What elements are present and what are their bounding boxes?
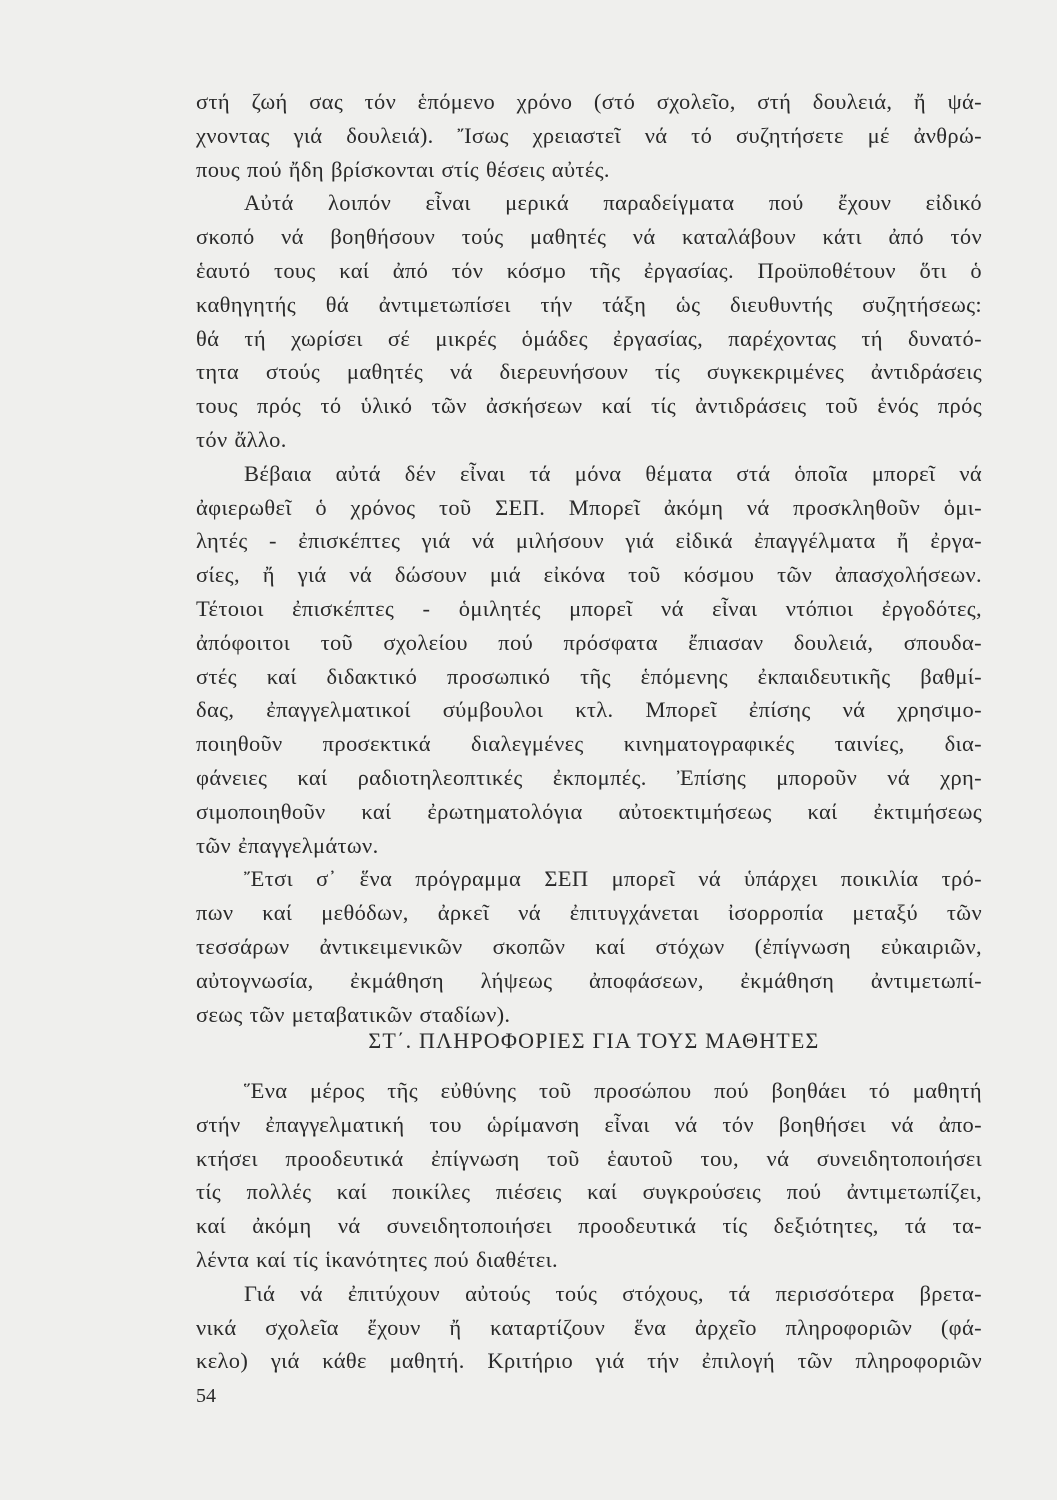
text-line: Γιά νά ἐπιτύχουν αὐτούς τούς στόχους, τά περισσότερα βρετα- — [244, 1280, 982, 1306]
text-line: στή ζωή σας τόν ἑπόμενο χρόνο (στό σχολεῖο, στή δουλειά, ἤ ψά- — [196, 89, 982, 114]
text-line: Τέτοιοι ἐπισκέπτες - ὁμιλητές μπορεῖ νά εἶναι ντόπιοι ἐργοδότες, — [196, 595, 982, 621]
text-line: φάνειες καί ραδιοτηλεοπτικές ἐκπομπές. Ἐπίσης μποροῦν νά χρη- — [196, 764, 982, 790]
text-line: αὐτογνωσία, ἐκμάθηση λήψεως ἀποφάσεων, ἐκμάθηση ἀντιμετωπί- — [196, 967, 982, 993]
text-line: καθηγητής θά ἀντιμετωπίσει τήν τάξη ὡς διευθυντής συζητήσεως: — [196, 291, 982, 317]
text-line: κελο) γιά κάθε μαθητή. Κριτήριο γιά τήν ἐπιλογή τῶν πληροφοριῶν — [196, 1348, 982, 1374]
text-line: σιμοποιηθοῦν καί ἐρωτηματολόγια αὐτοεκτιμήσεως καί ἐκτιμήσεως — [196, 798, 982, 824]
text-line: σεως τῶν μεταβατικῶν σταδίων). — [196, 1001, 511, 1027]
text-line: στήν ἐπαγγελματική του ὡρίμανση εἶναι νά τόν βοηθήσει νά ἀπο- — [196, 1111, 982, 1137]
text-line: τῶν ἐπαγγελμάτων. — [196, 832, 379, 858]
text-line: τίς πολλές καί ποικίλες πιέσεις καί συγκρούσεις πού ἀντιμετωπίζει, — [196, 1179, 982, 1205]
text-line: ἑαυτό τους καί ἀπό τόν κόσμο τῆς ἐργασίας. Προϋποθέτουν ὅτι ὁ — [196, 257, 982, 283]
text-line: σίες, ἤ γιά νά δώσουν μιά εἰκόνα τοῦ κόσμου τῶν ἀπασχολήσεων. — [196, 562, 982, 588]
text-line: λέντα καί τίς ἱκανότητες πού διαθέτει. — [196, 1246, 558, 1272]
body-text-top — [196, 85, 982, 1031]
text-line: Βέβαια αὐτά δέν εἶναι τά μόνα θέματα στά ὁποῖα μπορεῖ νά — [244, 460, 982, 486]
text-line: τητα στούς μαθητές νά διερευνήσουν τίς συγκεκριμένες ἀντιδράσεις — [196, 359, 982, 385]
section-heading: ΣΤ΄. ΠΛΗΡΟΦΟΡΙΕΣ ΓΙΑ ΤΟΥΣ ΜΑΘΗΤΕΣ — [368, 1028, 820, 1053]
text-line: χνοντας γιά δουλειά). Ἴσως χρειαστεῖ νά τό συζητήσετε μέ ἀνθρώ- — [196, 122, 982, 148]
text-line: λητές - ἐπισκέπτες γιά νά μιλήσουν γιά εἰδικά ἐπαγγέλματα ἤ ἐργα- — [196, 528, 982, 554]
text-line: Ἔτσι σ᾽ ἕνα πρόγραμμα ΣΕΠ μπορεῖ νά ὑπάρχει ποικιλία τρό- — [244, 866, 982, 892]
text-line: ἀπόφοιτοι τοῦ σχολείου πού πρόσφατα ἔπιασαν δουλειά, σπουδα- — [196, 629, 982, 655]
text-line: ποιηθοῦν προσεκτικά διαλεγμένες κινηματογραφικές ταινίες, δια- — [196, 731, 982, 757]
body-text-bottom — [196, 1074, 982, 1378]
text-line: τόν ἄλλο. — [196, 426, 287, 452]
text-line: ἀφιερωθεῖ ὁ χρόνος τοῦ ΣΕΠ. Μπορεῖ ἀκόμη νά προσκληθοῦν ὁμι- — [196, 494, 982, 520]
text-line: Αὐτά λοιπόν εἶναι μερικά παραδείγματα πού ἔχουν εἰδικό — [244, 190, 982, 216]
text-line: στές καί διδακτικό προσωπικό τῆς ἑπόμενης ἐκπαιδευτικῆς βαθμί- — [196, 663, 982, 689]
text-line: δας, ἐπαγγελματικοί σύμβουλοι κτλ. Μπορεῖ ἐπίσης νά χρησιμο- — [196, 697, 982, 723]
page-number: 54 — [196, 1385, 216, 1407]
text-line: Ἕνα μέρος τῆς εὐθύνης τοῦ προσώπου πού βοηθάει τό μαθητή — [244, 1078, 982, 1103]
text-line: τεσσάρων ἀντικειμενικῶν σκοπῶν καί στόχων (ἐπίγνωση εὐκαιριῶν, — [196, 933, 982, 959]
text-line: πων καί μεθόδων, ἀρκεῖ νά ἐπιτυγχάνεται ἰσορροπία μεταξύ τῶν — [196, 900, 982, 926]
text-line: τους πρός τό ὑλικό τῶν ἀσκήσεων καί τίς ἀντιδράσεις τοῦ ἑνός πρός — [196, 393, 982, 419]
text-line: κτήσει προοδευτικά ἐπίγνωση τοῦ ἑαυτοῦ του, νά συνειδητοποιήσει — [196, 1145, 982, 1171]
text-line: σκοπό νά βοηθήσουν τούς μαθητές νά καταλάβουν κάτι ἀπό τόν — [196, 224, 982, 250]
text-line: καί ἀκόμη νά συνειδητοποιήσει προοδευτικά τίς δεξιότητες, τά τα- — [196, 1213, 982, 1239]
text-line: θά τή χωρίσει σέ μικρές ὁμάδες ἐργασίας, παρέχοντας τή δυνατό- — [196, 325, 982, 351]
text-line: νικά σχολεῖα ἔχουν ἤ καταρτίζουν ἕνα ἀρχεῖο πληροφοριῶν (φά- — [196, 1314, 982, 1340]
text-line: πους πού ἤδη βρίσκονται στίς θέσεις αὐτές. — [196, 156, 610, 182]
